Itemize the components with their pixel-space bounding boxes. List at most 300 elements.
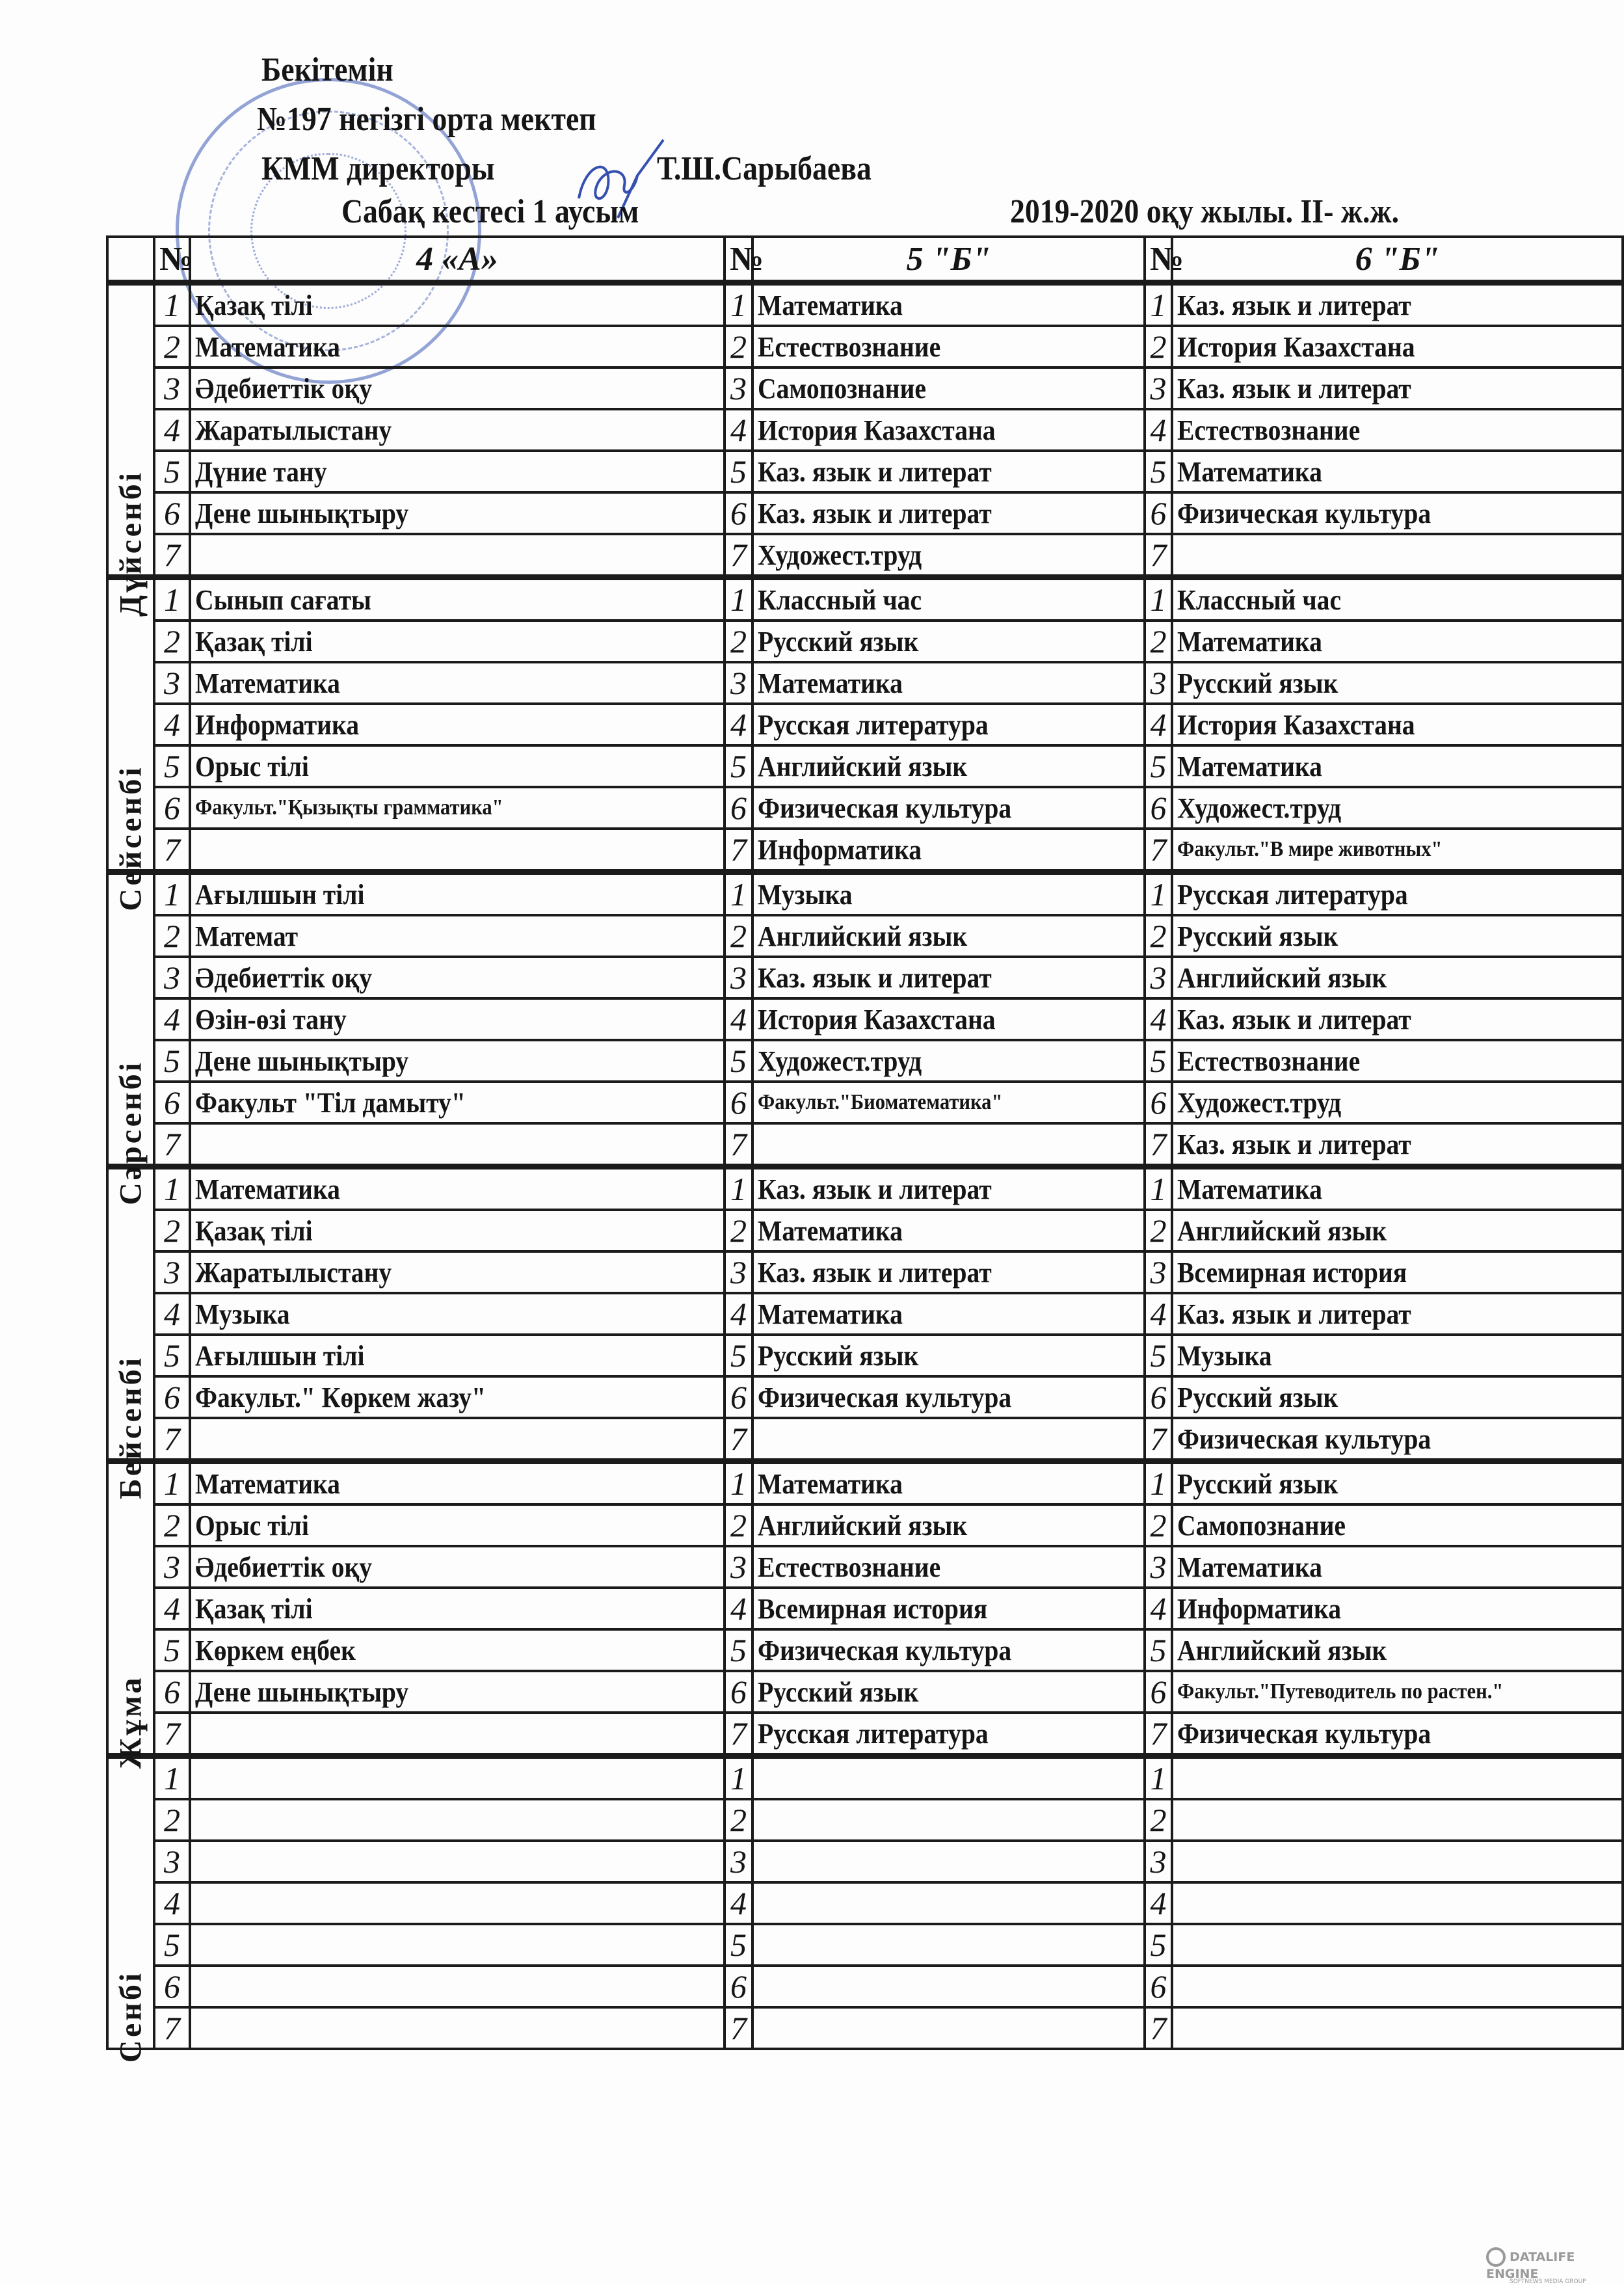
table-row	[107, 998, 1623, 1040]
table-row	[107, 1040, 1623, 1082]
lesson-number: 7	[154, 2007, 190, 2049]
subject-name: Художест.труд	[758, 1045, 922, 1077]
lesson-number: 4	[154, 409, 190, 451]
subject-cell-4a	[190, 998, 725, 1040]
subject-name: Русский язык	[1177, 920, 1338, 952]
subject-name: Русский язык	[758, 1339, 919, 1372]
lesson-number: 3	[154, 957, 190, 998]
table-row	[107, 492, 1623, 534]
subject-name: Английский язык	[758, 1509, 968, 1542]
lesson-number: 5	[154, 451, 190, 492]
subject-cell-4a	[190, 787, 725, 829]
subject-name: Математика	[758, 1298, 903, 1330]
lesson-number: 3	[154, 367, 190, 409]
subject-cell-5b	[752, 1293, 1145, 1335]
subject-cell-5b	[752, 745, 1145, 787]
lesson-number: 6	[1145, 1376, 1172, 1418]
lesson-number: 6	[1145, 787, 1172, 829]
header-num-5b: №	[725, 237, 752, 283]
day-name: Жұма	[113, 1675, 148, 1769]
table-row	[107, 1167, 1623, 1210]
subject-cell-6b	[1172, 1799, 1623, 1841]
subject-cell-4a	[190, 1293, 725, 1335]
lesson-number: 7	[1145, 1418, 1172, 1462]
header-num-6b: №	[1145, 237, 1172, 283]
table-row	[107, 787, 1623, 829]
subject-cell-4a	[190, 1756, 725, 1800]
subject-cell-5b	[752, 409, 1145, 451]
subject-name: Каз. язык и литерат	[1177, 1298, 1411, 1330]
subject-cell-4a	[190, 1546, 725, 1588]
subject-name: Естествознание	[758, 1551, 941, 1583]
subject-name: Математика	[1177, 625, 1322, 658]
table-row	[107, 1924, 1623, 1966]
lesson-number: 6	[725, 1966, 752, 2007]
subject-cell-4a	[190, 1671, 725, 1713]
lesson-number: 7	[1145, 1713, 1172, 1756]
subject-cell-4a	[190, 492, 725, 534]
subject-cell-5b	[752, 1588, 1145, 1629]
lesson-number: 4	[154, 1293, 190, 1335]
subject-name: Классный час	[758, 583, 922, 616]
header-class-6b: 6 "Б"	[1172, 237, 1623, 283]
subject-cell-5b	[752, 1251, 1145, 1293]
lesson-number: 7	[1145, 2007, 1172, 2049]
subject-cell-6b	[1172, 451, 1623, 492]
watermark	[1486, 2247, 1613, 2285]
subject-name: Сынып сағаты	[195, 583, 371, 616]
subject-cell-4a	[190, 829, 725, 872]
subject-cell-5b	[752, 998, 1145, 1040]
subject-cell-6b	[1172, 1713, 1623, 1756]
subject-cell-6b	[1172, 1588, 1623, 1629]
table-row	[107, 745, 1623, 787]
lesson-number: 5	[725, 1629, 752, 1671]
subject-cell-5b	[752, 915, 1145, 957]
lesson-number: 7	[154, 1418, 190, 1462]
table-row	[107, 1756, 1623, 1800]
lesson-number: 7	[1145, 534, 1172, 578]
lesson-number: 6	[725, 492, 752, 534]
subject-name: Каз. язык и литерат	[758, 455, 992, 488]
header-class-5b: 5 "Б"	[752, 237, 1145, 283]
subject-cell-6b	[1172, 1546, 1623, 1588]
subject-cell-4a	[190, 1841, 725, 1882]
subject-cell-5b	[752, 829, 1145, 872]
subject-name: Математика	[1177, 455, 1322, 488]
day-label-cell	[107, 578, 154, 911]
subject-cell-4a	[190, 1629, 725, 1671]
subject-cell-4a	[190, 409, 725, 451]
subject-cell-4a	[190, 534, 725, 578]
table-row	[107, 1966, 1623, 2007]
subject-name: Английский язык	[758, 750, 968, 782]
table-row	[107, 1123, 1623, 1167]
subject-cell-5b	[752, 1335, 1145, 1376]
subject-cell-4a	[190, 1462, 725, 1505]
subject-name: Естествознание	[1177, 414, 1361, 446]
lesson-number: 2	[1145, 326, 1172, 367]
lesson-number: 6	[154, 1966, 190, 2007]
subject-name: Қазақ тілі	[195, 1214, 313, 1247]
subject-name: Русский язык	[758, 1676, 919, 1708]
subject-cell-6b	[1172, 998, 1623, 1040]
lesson-number: 6	[154, 492, 190, 534]
subject-name: Математика	[758, 289, 903, 321]
subject-cell-4a	[190, 451, 725, 492]
table-row	[107, 1882, 1623, 1924]
subject-name: Русский язык	[1177, 1467, 1338, 1500]
subject-name: Әдебиеттік оқу	[195, 372, 373, 405]
subject-cell-4a	[190, 283, 725, 327]
subject-name: Русская литература	[758, 1717, 989, 1750]
subject-cell-5b	[752, 1713, 1145, 1756]
lesson-number: 6	[154, 1082, 190, 1123]
lesson-number: 1	[1145, 1462, 1172, 1505]
table-row	[107, 1210, 1623, 1251]
lesson-number: 1	[725, 1167, 752, 1210]
subject-cell-6b	[1172, 534, 1623, 578]
subject-cell-6b	[1172, 1882, 1623, 1924]
subject-cell-6b	[1172, 1629, 1623, 1671]
table-row	[107, 2007, 1623, 2049]
lesson-number: 2	[154, 1504, 190, 1546]
lesson-number: 4	[1145, 1293, 1172, 1335]
lesson-number: 1	[1145, 283, 1172, 327]
subject-cell-4a	[190, 1799, 725, 1841]
subject-cell-6b	[1172, 1210, 1623, 1251]
subject-cell-6b	[1172, 1756, 1623, 1800]
subject-name: Математика	[195, 330, 340, 363]
subject-name: Қазақ тілі	[195, 625, 313, 658]
table-row	[107, 957, 1623, 998]
subject-name: Русский язык	[1177, 1381, 1338, 1413]
subject-name: Каз. язык и литерат	[758, 1173, 992, 1205]
subject-cell-4a	[190, 1082, 725, 1123]
lesson-number: 2	[154, 621, 190, 662]
subject-name: Информатика	[1177, 1592, 1342, 1625]
table-row	[107, 1713, 1623, 1756]
subject-cell-5b	[752, 787, 1145, 829]
lesson-number: 1	[154, 872, 190, 916]
subject-cell-5b	[752, 1418, 1145, 1462]
lesson-number: 1	[154, 283, 190, 327]
subject-name: Самопознание	[1177, 1509, 1346, 1542]
subject-name: История Казахстана	[1177, 708, 1415, 741]
subject-cell-6b	[1172, 1418, 1623, 1462]
subject-cell-6b	[1172, 283, 1623, 327]
subject-name: Художест.труд	[1177, 792, 1342, 824]
table-row	[107, 1841, 1623, 1882]
table-row	[107, 1418, 1623, 1462]
subject-cell-4a	[190, 2007, 725, 2049]
subject-cell-5b	[752, 578, 1145, 621]
subject-cell-4a	[190, 745, 725, 787]
subject-cell-4a	[190, 367, 725, 409]
lesson-number: 2	[725, 1504, 752, 1546]
subject-cell-6b	[1172, 872, 1623, 916]
subject-cell-6b	[1172, 1293, 1623, 1335]
subject-cell-6b	[1172, 1335, 1623, 1376]
table-row	[107, 1251, 1623, 1293]
subject-cell-6b	[1172, 1671, 1623, 1713]
subject-name: Математика	[1177, 1173, 1322, 1205]
subject-cell-6b	[1172, 326, 1623, 367]
lesson-number: 1	[725, 1756, 752, 1800]
subject-name: Русская литература	[1177, 878, 1408, 911]
lesson-number: 4	[154, 1588, 190, 1629]
subject-cell-5b	[752, 662, 1145, 704]
watermark-subtitle: SOFTNEWS MEDIA GROUP	[1510, 2278, 1586, 2285]
lesson-number: 7	[725, 1418, 752, 1462]
subject-name: История Казахстана	[758, 1003, 996, 1036]
lesson-number: 6	[725, 1376, 752, 1418]
lesson-number: 3	[1145, 1841, 1172, 1882]
subject-name: Всемирная история	[1177, 1256, 1407, 1289]
table-row	[107, 1504, 1623, 1546]
subject-name: Музыка	[1177, 1339, 1272, 1372]
header-num-4a: №	[154, 237, 190, 283]
lesson-number: 7	[1145, 829, 1172, 872]
subject-name: Математика	[1177, 1551, 1322, 1583]
lesson-number: 7	[154, 1123, 190, 1167]
table-row	[107, 326, 1623, 367]
school-name: №197 негізгі орта мектеп	[257, 101, 596, 138]
lesson-number: 2	[154, 1799, 190, 1841]
subject-cell-6b	[1172, 1966, 1623, 2007]
lesson-number: 3	[725, 1251, 752, 1293]
table-row	[107, 1376, 1623, 1418]
lesson-number: 4	[1145, 704, 1172, 745]
lesson-number: 7	[725, 1123, 752, 1167]
watermark-title: DATALIFE ENGINE	[1486, 2250, 1575, 2281]
subject-name: Английский язык	[758, 920, 968, 952]
subject-cell-4a	[190, 1335, 725, 1376]
subject-cell-6b	[1172, 1924, 1623, 1966]
lesson-number: 6	[725, 1671, 752, 1713]
lesson-number: 7	[154, 534, 190, 578]
subject-cell-6b	[1172, 492, 1623, 534]
subject-name: Дене шынықтыру	[195, 1045, 409, 1077]
lesson-number: 2	[1145, 1504, 1172, 1546]
lesson-number: 5	[154, 745, 190, 787]
subject-cell-5b	[752, 621, 1145, 662]
table-row	[107, 829, 1623, 872]
day-name: Сенбі	[113, 1970, 148, 2063]
lesson-number: 3	[725, 1546, 752, 1588]
lesson-number: 7	[154, 829, 190, 872]
lesson-number: 1	[154, 1756, 190, 1800]
subject-name: Факульт."Путеводитель по растен."	[1177, 1679, 1504, 1704]
schedule-table	[106, 235, 1624, 2063]
subject-cell-4a	[190, 1210, 725, 1251]
table-row	[107, 704, 1623, 745]
subject-cell-5b	[752, 1082, 1145, 1123]
subject-name: Русская литература	[758, 708, 989, 741]
table-row	[107, 621, 1623, 662]
subject-name: Қазақ тілі	[195, 289, 313, 321]
subject-cell-6b	[1172, 1167, 1623, 1210]
lesson-number: 5	[154, 1629, 190, 1671]
table-row	[107, 409, 1623, 451]
subject-name: Каз. язык и литерат	[1177, 1128, 1411, 1160]
lesson-number: 3	[725, 662, 752, 704]
subject-cell-4a	[190, 1418, 725, 1462]
subject-name: Английский язык	[1177, 1634, 1387, 1666]
subject-name: Ағылшын тілі	[195, 878, 365, 911]
subject-name: Художест.труд	[1177, 1086, 1342, 1119]
subject-name: Факульт."В мире животных"	[1177, 837, 1443, 861]
subject-name: Физическая культура	[1177, 1423, 1431, 1455]
subject-cell-5b	[752, 367, 1145, 409]
lesson-number: 3	[1145, 957, 1172, 998]
subject-name: Всемирная история	[758, 1592, 988, 1625]
day-name: Сейсенбі	[113, 765, 148, 911]
lesson-number: 5	[725, 1335, 752, 1376]
subject-cell-5b	[752, 1966, 1145, 2007]
table-row	[107, 534, 1623, 578]
subject-cell-4a	[190, 1251, 725, 1293]
lesson-number: 2	[725, 621, 752, 662]
lesson-number: 3	[1145, 1251, 1172, 1293]
lesson-number: 7	[725, 829, 752, 872]
subject-cell-6b	[1172, 1376, 1623, 1418]
subject-name: Факульт."Биоматематика"	[758, 1090, 1003, 1114]
header-corner	[107, 237, 154, 283]
subject-name: Математика	[758, 1214, 903, 1247]
lesson-number: 4	[154, 998, 190, 1040]
subject-name: Қазақ тілі	[195, 1592, 313, 1625]
lesson-number: 1	[154, 1167, 190, 1210]
subject-name: Каз. язык и литерат	[758, 1256, 992, 1289]
lesson-number: 4	[1145, 1882, 1172, 1924]
subject-cell-6b	[1172, 787, 1623, 829]
subject-cell-4a	[190, 1504, 725, 1546]
subject-cell-5b	[752, 1167, 1145, 1210]
subject-cell-6b	[1172, 915, 1623, 957]
subject-name: Факульт." Көркем жазу"	[195, 1381, 486, 1413]
subject-name: Математика	[758, 667, 903, 699]
subject-cell-5b	[752, 451, 1145, 492]
table-row	[107, 367, 1623, 409]
subject-name: Әдебиеттік оқу	[195, 961, 373, 994]
lesson-number: 1	[725, 283, 752, 327]
subject-cell-6b	[1172, 1123, 1623, 1167]
subject-cell-6b	[1172, 1841, 1623, 1882]
lesson-number: 5	[154, 1924, 190, 1966]
datalife-logo-icon	[1486, 2247, 1506, 2267]
lesson-number: 4	[725, 1293, 752, 1335]
subject-name: Ағылшын тілі	[195, 1339, 365, 1372]
lesson-number: 6	[1145, 1966, 1172, 2007]
subject-name: История Казахстана	[758, 414, 996, 446]
lesson-number: 5	[1145, 451, 1172, 492]
subject-cell-6b	[1172, 578, 1623, 621]
lesson-number: 4	[1145, 1588, 1172, 1629]
table-row	[107, 1293, 1623, 1335]
subject-cell-6b	[1172, 745, 1623, 787]
header-class-4a: 4 «А»	[190, 237, 725, 283]
director-name: Т.Ш.Сарыбаева	[657, 150, 872, 187]
subject-name: Информатика	[758, 833, 922, 866]
lesson-number: 2	[725, 326, 752, 367]
table-row	[107, 451, 1623, 492]
lesson-number: 5	[1145, 1040, 1172, 1082]
subject-cell-5b	[752, 1629, 1145, 1671]
subject-name: Художест.труд	[758, 539, 922, 571]
subject-name: Дене шынықтыру	[195, 1676, 409, 1708]
lesson-number: 4	[725, 1882, 752, 1924]
table-row	[107, 1671, 1623, 1713]
approval-label: Бекітемін	[261, 51, 393, 88]
table-row	[107, 1335, 1623, 1376]
lesson-number: 1	[725, 1462, 752, 1505]
lesson-number: 4	[1145, 409, 1172, 451]
subject-cell-6b	[1172, 367, 1623, 409]
subject-name: Естествознание	[1177, 1045, 1361, 1077]
lesson-number: 2	[1145, 1799, 1172, 1841]
academic-year: 2019-2020 оқу жылы. II- ж.ж.	[1010, 193, 1400, 230]
subject-name: Өзін-өзі тану	[195, 1003, 347, 1036]
subject-cell-6b	[1172, 2007, 1623, 2049]
subject-cell-4a	[190, 1376, 725, 1418]
subject-name: Физическая культура	[1177, 497, 1431, 529]
subject-name: Русский язык	[1177, 667, 1338, 699]
subject-cell-5b	[752, 1756, 1145, 1800]
subject-name: Математика	[195, 1173, 340, 1205]
lesson-number: 1	[725, 872, 752, 916]
lesson-number: 6	[725, 1082, 752, 1123]
table-row	[107, 578, 1623, 621]
subject-cell-6b	[1172, 1462, 1623, 1505]
lesson-number: 3	[725, 367, 752, 409]
lesson-number: 1	[1145, 1167, 1172, 1210]
lesson-number: 5	[154, 1040, 190, 1082]
subject-name: Математика	[195, 667, 340, 699]
subject-cell-4a	[190, 1123, 725, 1167]
day-label-cell	[107, 1462, 154, 1769]
subject-name: Математика	[758, 1467, 903, 1500]
subject-cell-6b	[1172, 1082, 1623, 1123]
lesson-number: 1	[1145, 578, 1172, 621]
table-row	[107, 1546, 1623, 1588]
subject-cell-4a	[190, 1167, 725, 1210]
day-label-cell	[107, 283, 154, 617]
subject-name: Каз. язык и литерат	[1177, 372, 1411, 405]
subject-cell-4a	[190, 326, 725, 367]
subject-cell-5b	[752, 1504, 1145, 1546]
lesson-number: 1	[1145, 1756, 1172, 1800]
lesson-number: 7	[725, 1713, 752, 1756]
subject-name: Математ	[195, 920, 299, 952]
lesson-number: 3	[154, 1841, 190, 1882]
lesson-number: 2	[725, 1210, 752, 1251]
lesson-number: 5	[725, 1040, 752, 1082]
lesson-number: 4	[725, 409, 752, 451]
lesson-number: 5	[725, 451, 752, 492]
lesson-number: 3	[1145, 662, 1172, 704]
subject-cell-5b	[752, 1462, 1145, 1505]
subject-cell-4a	[190, 621, 725, 662]
lesson-number: 3	[1145, 1546, 1172, 1588]
subject-cell-5b	[752, 1040, 1145, 1082]
subject-cell-6b	[1172, 621, 1623, 662]
subject-name: Факульт."Қызықты грамматика"	[195, 795, 503, 820]
subject-cell-5b	[752, 704, 1145, 745]
subject-name: Каз. язык и литерат	[1177, 289, 1411, 321]
subject-name: Английский язык	[1177, 1214, 1387, 1247]
lesson-number: 6	[1145, 1671, 1172, 1713]
